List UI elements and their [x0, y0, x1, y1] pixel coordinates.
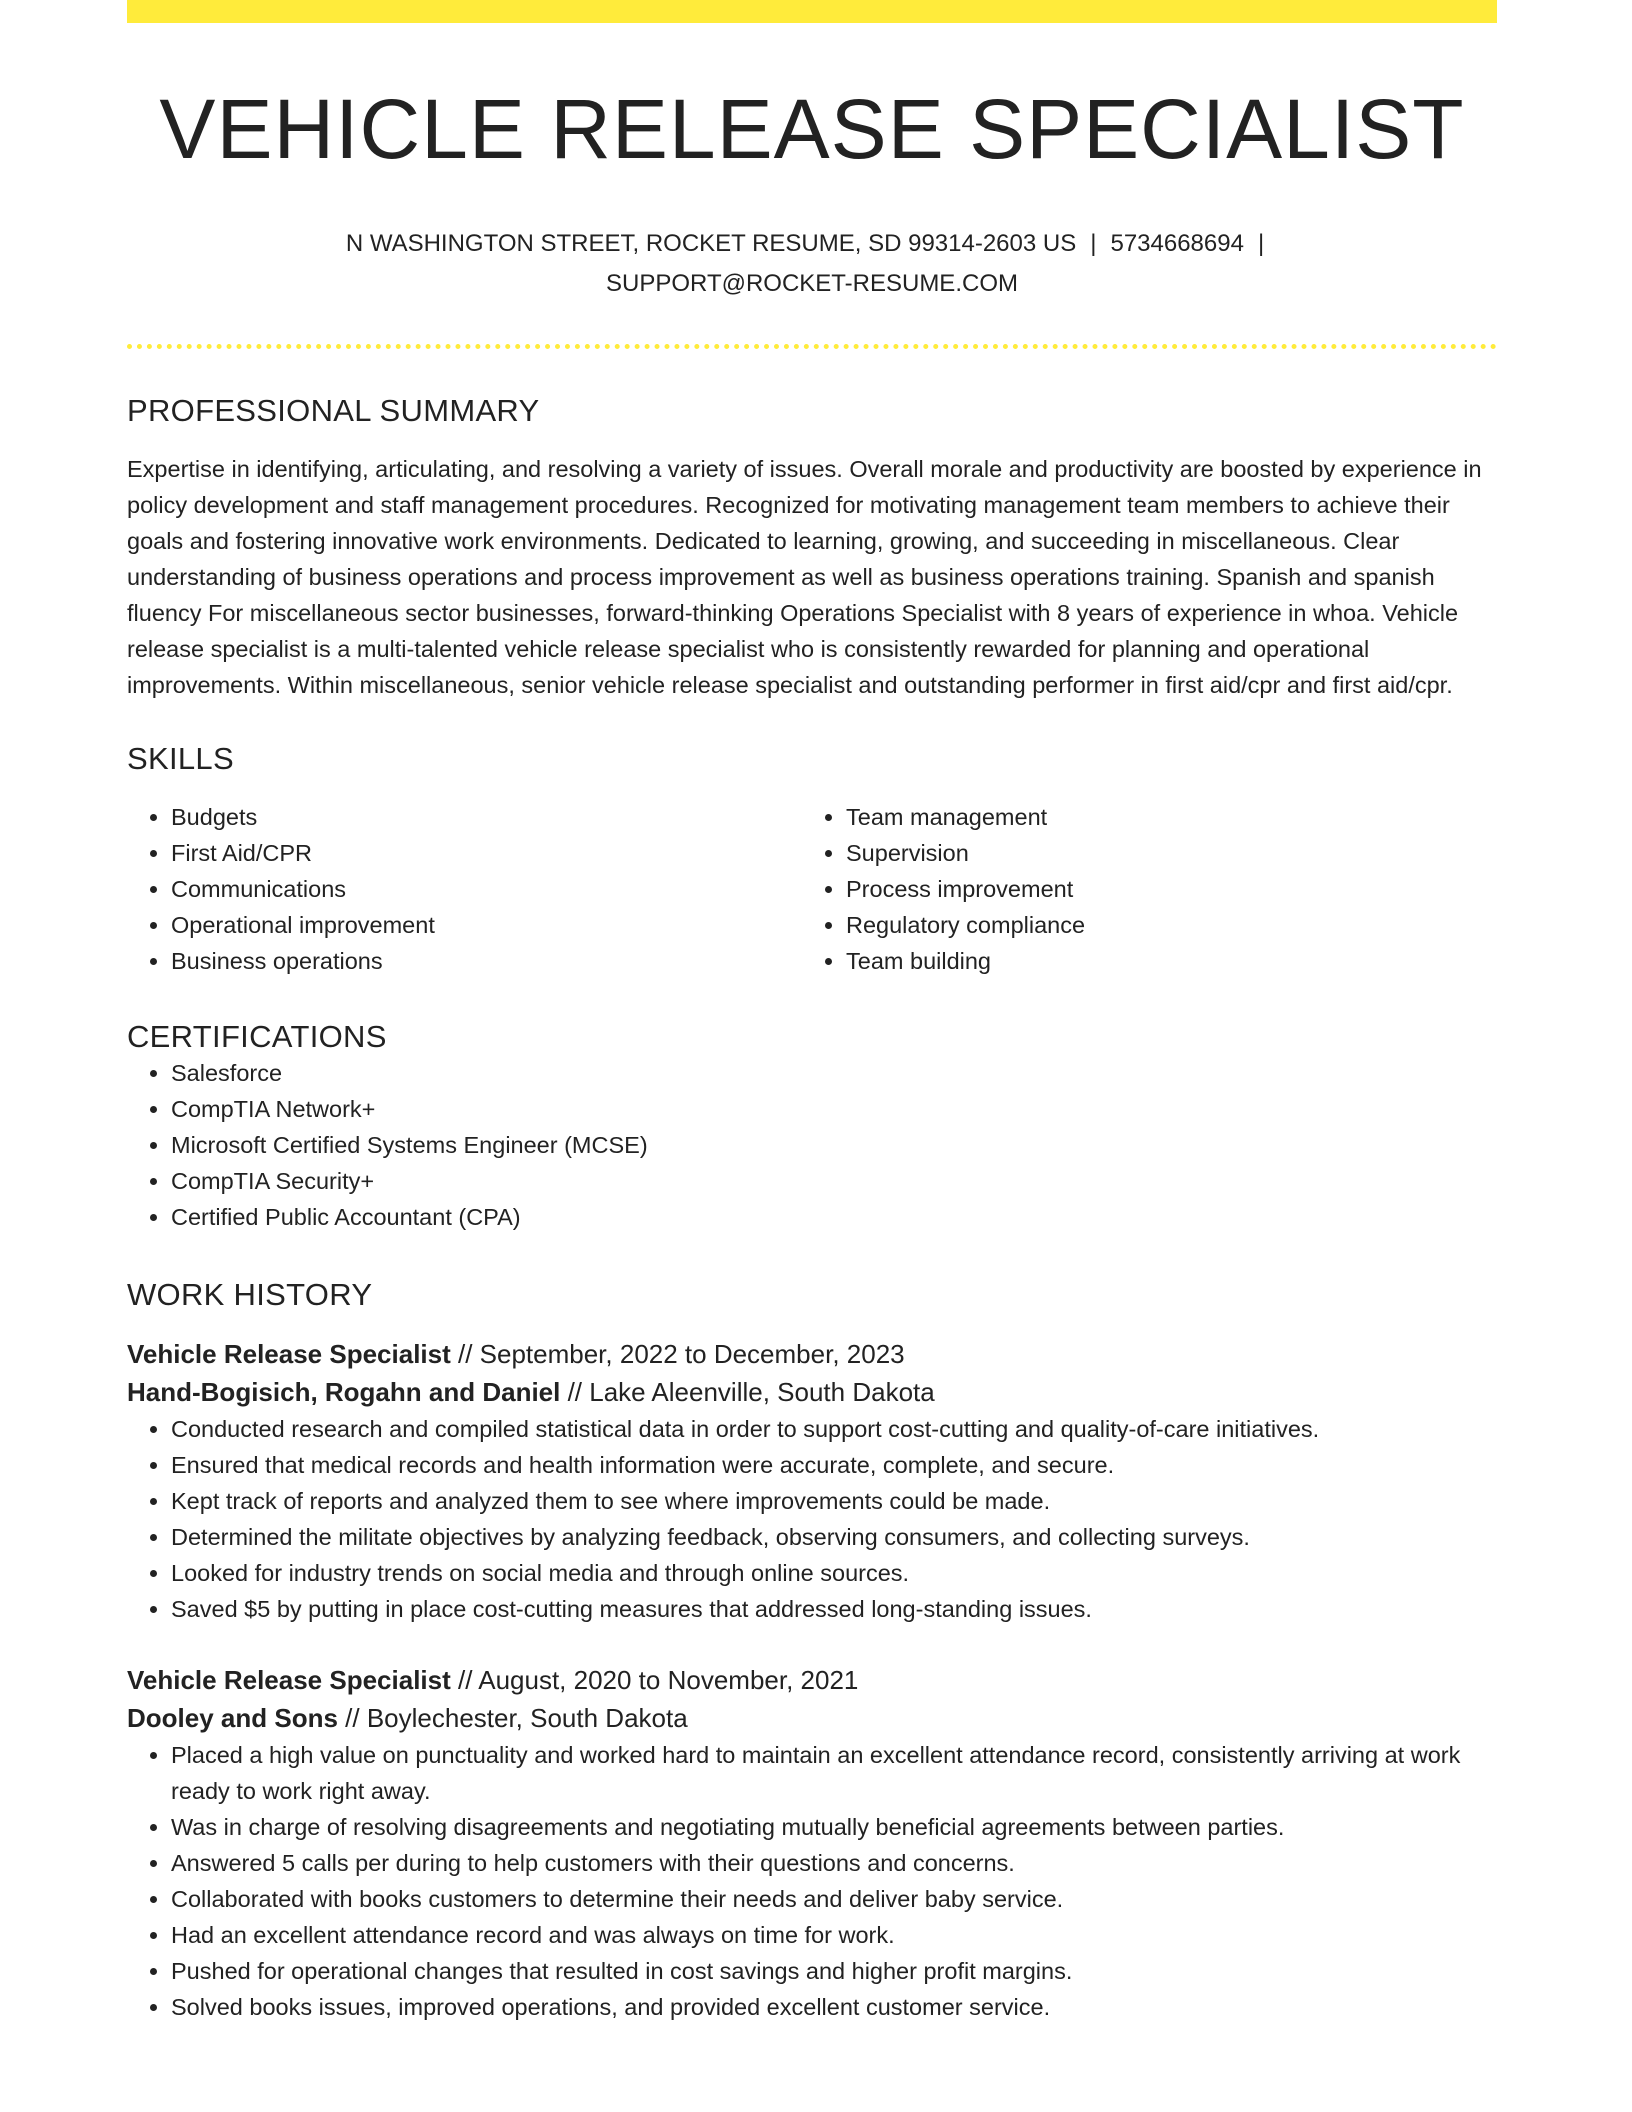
skill-item: • Team management: [846, 799, 1477, 835]
certification-item: • CompTIA Security+: [171, 1163, 1497, 1199]
skill-item: • Operational improvement: [171, 907, 802, 943]
skills-list-left: [127, 799, 802, 979]
job-duty-item: • Pushed for operational changes that resulted in cost savings and higher profit margins.: [171, 1953, 1497, 1989]
skills-list-right: [802, 799, 1477, 979]
job-header: [127, 1335, 1497, 1411]
job-company-line: [127, 1373, 1497, 1411]
skill-item: • First Aid/CPR: [171, 835, 802, 871]
job-role-line: [127, 1661, 1497, 1699]
certifications-heading: CERTIFICATIONS: [127, 1018, 387, 1054]
phone: 5734668694: [1110, 229, 1244, 257]
job-duty-item: • Solved books issues, improved operations, and provided excellent customer service.: [171, 1989, 1497, 2025]
dotted-divider: [127, 344, 1497, 349]
skills-grid: [127, 799, 1497, 979]
job-role-line: [127, 1335, 1497, 1373]
skill-item: • Process improvement: [846, 871, 1477, 907]
certification-item: • Salesforce: [171, 1055, 1497, 1091]
job-location: // Boylechester, South Dakota: [337, 1702, 688, 1733]
resume-page: [127, 0, 1497, 2025]
job-duty-item: • Collaborated with books customers to determine their needs and deliver baby service.: [171, 1881, 1497, 1917]
certification-item: • CompTIA Network+: [171, 1091, 1497, 1127]
skill-item: • Budgets: [171, 799, 802, 835]
job-company: Hand-Bogisich, Rogahn and Daniel: [127, 1376, 561, 1407]
job-duty-item: • Ensured that medical records and health information were accurate, complete, and secure.: [171, 1447, 1497, 1483]
certifications-list: [127, 1055, 1497, 1235]
certification-item: • Certified Public Accountant (CPA): [171, 1199, 1497, 1235]
summary-heading: PROFESSIONAL SUMMARY: [127, 392, 540, 428]
job-dates: // August, 2020 to November, 2021: [450, 1664, 859, 1695]
job-dates: // September, 2022 to December, 2023: [450, 1338, 905, 1369]
certification-item: • Microsoft Certified Systems Engineer (MCSE): [171, 1127, 1497, 1163]
contact-info: [127, 224, 1497, 304]
job-duty-item: • Conducted research and compiled statistical data in order to support cost-cutting and quality-of-care initiatives.: [171, 1411, 1497, 1447]
job-company: Dooley and Sons: [127, 1702, 338, 1733]
job-role: Vehicle Release Specialist: [127, 1664, 451, 1695]
address: N WASHINGTON STREET, ROCKET RESUME, SD 99314-2603 US: [345, 229, 1077, 257]
job-duty-item: • Had an excellent attendance record and was always on time for work.: [171, 1917, 1497, 1953]
skill-item: • Business operations: [171, 943, 802, 979]
job-header: [127, 1661, 1497, 1737]
job-duty-item: • Looked for industry trends on social media and through online sources.: [171, 1555, 1497, 1591]
job-duty-item: • Kept track of reports and analyzed them to see where improvements could be made.: [171, 1483, 1497, 1519]
skill-item: • Regulatory compliance: [846, 907, 1477, 943]
skill-item: • Communications: [171, 871, 802, 907]
job-duty-item: • Answered 5 calls per during to help customers with their questions and concerns.: [171, 1845, 1497, 1881]
job-duty-item: • Determined the militate objectives by analyzing feedback, observing consumers, and collecting surveys.: [171, 1519, 1497, 1555]
contact-separator: |: [1257, 229, 1265, 257]
job-company-line: [127, 1699, 1497, 1737]
skills-column-right: [802, 799, 1477, 979]
job-duties-list: [127, 1411, 1497, 1627]
job-duties-list: [127, 1737, 1497, 2025]
skill-item: • Supervision: [846, 835, 1477, 871]
accent-top-bar: [127, 0, 1497, 23]
job-role: Vehicle Release Specialist: [127, 1338, 451, 1369]
work-history-heading: WORK HISTORY: [127, 1276, 373, 1312]
resume-title: VEHICLE RELEASE SPECIALIST: [159, 82, 1465, 176]
email: SUPPORT@ROCKET-RESUME.COM: [606, 269, 1018, 297]
contact-separator: |: [1090, 229, 1097, 257]
skills-heading: SKILLS: [127, 740, 234, 776]
skill-item: • Team building: [846, 943, 1477, 979]
job-duty-item: • Placed a high value on punctuality and worked hard to maintain an excellent attendance record, consistently arriving at work ready to work right away.: [171, 1737, 1497, 1809]
skills-column-left: [127, 799, 802, 979]
job-location: // Lake Aleenville, South Dakota: [560, 1376, 935, 1407]
summary-text: Expertise in identifying, articulating, and resolving a variety of issues. Overall morale and productivity are boosted by experience in policy development and staff management procedures. Recognized for motivating management team members to achieve their goals and fostering innovative work environments. Dedicated to learning, growing, and succeeding in miscellaneous. Clear understanding of business operations and process improvement as well as business operations training. Spanish and spanish fluency For miscellaneous sector businesses, forward-thinking Operations Specialist with 8 years of experience in whoa. Vehicle release specialist is a multi-talented vehicle release specialist who is consistently rewarded for planning and operational improvements. Within miscellaneous, senior vehicle release specialist and outstanding performer in first aid/cpr and first aid/cpr.: [127, 455, 1482, 698]
job-duty-item: • Was in charge of resolving disagreements and negotiating mutually beneficial agreements between parties.: [171, 1809, 1497, 1845]
job-duty-item: • Saved $5 by putting in place cost-cutting measures that addressed long-standing issues.: [171, 1591, 1497, 1627]
